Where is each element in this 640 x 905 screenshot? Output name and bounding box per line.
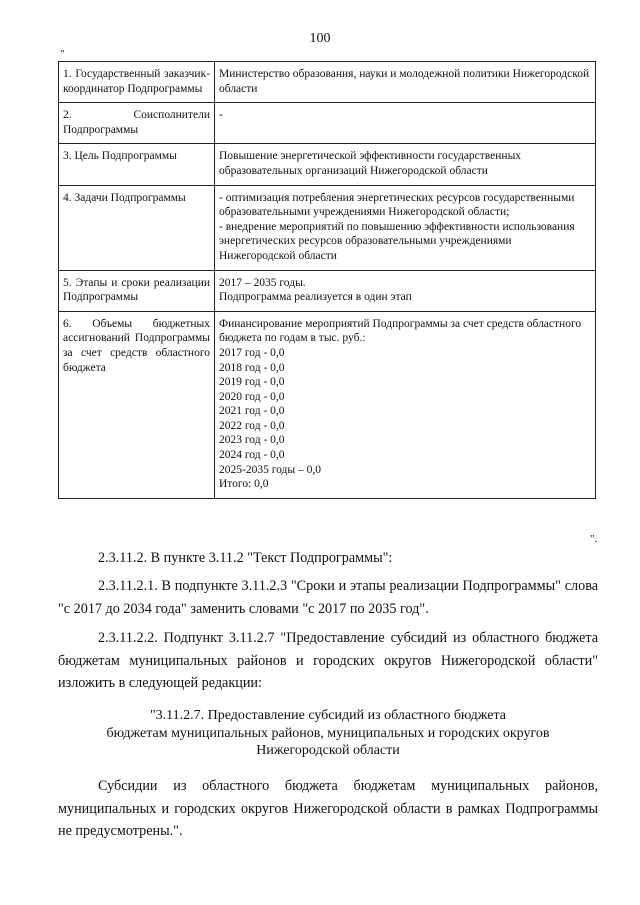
row-value-line: 2019 год - 0,0 — [219, 376, 285, 389]
row-value-line: Министерство образования, науки и молодежной политики Нижегородской области — [219, 68, 590, 95]
table-row — [59, 62, 596, 103]
row-label: 5. Этапы и сроки реализации Подпрограммы — [59, 270, 215, 311]
heading-line: Нижегородской области — [256, 743, 400, 758]
row-value-line: 2017 год - 0,0 — [219, 346, 285, 359]
paragraph-2-3-11-2-2: 2.3.11.2.2. Подпункт 3.11.2.7 "Предоставление субсидий из областного бюджета бюджетам муниципальных районов и городских округов Нижегородской области" изложить в следующей редакции: — [58, 630, 598, 691]
table-row — [59, 270, 596, 311]
row-value-line: 2023 год - 0,0 — [219, 434, 285, 447]
row-value — [215, 311, 596, 498]
row-value-line: Финансирование мероприятий Подпрограммы за счет средств областного бюджета по годам в тыс. руб.: — [219, 317, 582, 345]
section-heading-3-11-2-7 — [58, 707, 598, 760]
row-label: 1. Государственный заказчик-координатор Подпрограммы — [59, 62, 215, 103]
row-label: 6. Объемы бюджетных ассигнований Подпрограммы за счет средств областного бюджета — [59, 311, 215, 498]
row-value-line: 2021 год - 0,0 — [219, 405, 285, 418]
table-row — [59, 144, 596, 185]
row-value-line: - внедрение мероприятий по повышению эффективности использования энергетических ресурсов образовательными учреждениями Нижегородской области — [219, 220, 575, 262]
page-number: 100 — [309, 31, 331, 46]
table-row — [59, 103, 596, 144]
row-value — [215, 270, 596, 311]
row-value-line: - — [219, 109, 223, 122]
subprogram-passport-table — [58, 61, 596, 499]
paragraph-2-3-11-2: 2.3.11.2. В пункте 3.11.2 "Текст Подпрограммы": — [98, 550, 393, 566]
row-value-line: Подпрограмма реализуется в один этап — [219, 291, 412, 304]
row-value — [215, 62, 596, 103]
row-value — [215, 103, 596, 144]
heading-line: "3.11.2.7. Предоставление субсидий из областного бюджета — [149, 708, 507, 723]
row-value-line: 2024 год - 0,0 — [219, 449, 285, 462]
row-value-line: 2022 год - 0,0 — [219, 419, 285, 432]
paragraph-subsidies: Субсидии из областного бюджета бюджетам муниципальных районов, муниципальных и городских округов Нижегородской области в рамках Подпрограммы не предусмотрены.". — [58, 778, 598, 839]
closing-quote-mark: ". — [590, 533, 598, 545]
opening-quote-mark: " — [60, 48, 65, 60]
row-label: 3. Цель Подпрограммы — [59, 144, 215, 185]
row-label: 4. Задачи Подпрограммы — [59, 185, 215, 270]
row-value-line: 2020 год - 0,0 — [219, 390, 285, 403]
row-value-line: 2025-2035 годы – 0,0 — [219, 463, 322, 476]
row-value-line: Повышение энергетической эффективности государственных образовательных организаций Нижегородской области — [219, 150, 522, 177]
row-value-line: 2017 – 2035 годы. — [219, 276, 306, 289]
paragraph-2-3-11-2-1: 2.3.11.2.1. В подпункте 3.11.2.3 "Сроки и этапы реализации Подпрограммы" слова "с 2017 до 2034 года" заменить словами "с 2017 по 2035 год". — [58, 578, 598, 617]
table-row — [59, 311, 596, 498]
row-value — [215, 185, 596, 270]
row-value-line: Итого: 0,0 — [219, 478, 269, 491]
heading-line: бюджетам муниципальных районов, муниципальных и городских округов — [106, 725, 550, 741]
row-label: 2. Соисполнители Подпрограммы — [59, 103, 215, 144]
row-value — [215, 144, 596, 185]
table-row — [59, 185, 596, 270]
row-value-line: - оптимизация потребления энергетических ресурсов государственными образовательными учреждениями Нижегородской области; — [219, 191, 575, 219]
row-value-line: 2018 год - 0,0 — [219, 361, 285, 374]
